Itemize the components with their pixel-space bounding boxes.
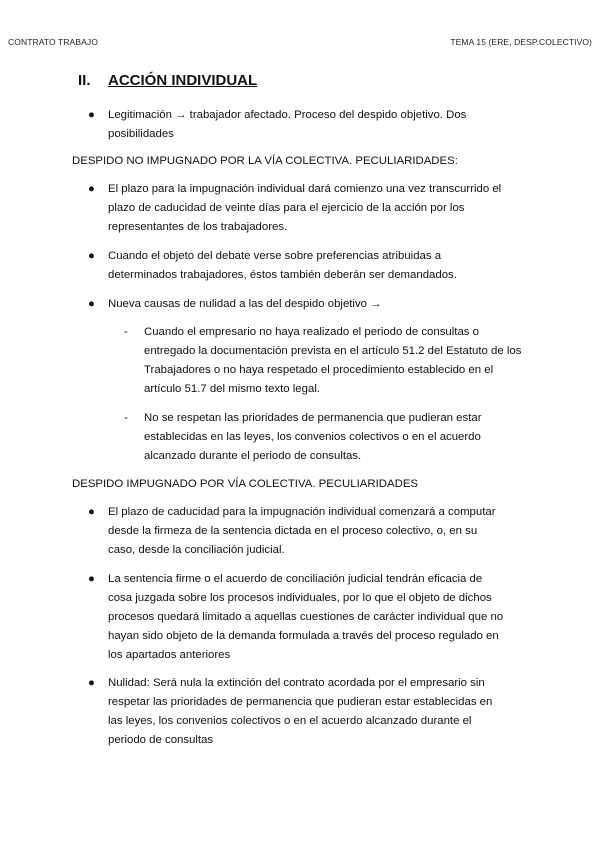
part2-bullet — [88, 570, 504, 665]
subitem-text: Cuando el empresario no haya realizado el periodo de consultas o entregado la documentación prevista en el artículo 51.2 del Estatuto de los Trabajadores o no haya respetado el procedimiento establecido en el artículo 51.7 del mismo texto legal. — [144, 326, 522, 395]
part1-heading: DESPIDO NO IMPUGNADO POR LA VÍA COLECTIVA. PECULIARIDADES: — [72, 155, 458, 167]
bullet-dot-icon: ● — [88, 250, 95, 262]
bullet-text: Cuando el objeto del debate verse sobre preferencias atribuidas a determinados trabajadores, éstos también deberán ser demandados. — [108, 250, 457, 281]
bullet-dot-icon: ● — [88, 506, 95, 518]
header-right: TEMA 15 (ERE, DESP.COLECTIVO) — [450, 37, 592, 47]
dash-marker: - — [124, 326, 128, 338]
part1-bullet — [88, 247, 504, 285]
subitem-text: No se respetan las prioridades de permanencia que pudieran estar establecidas en las leyes, los convenios colectivos o en el acuerdo alcanzado durante el periodo de consultas. — [144, 412, 482, 462]
bullet-dot-icon: ● — [88, 183, 95, 195]
part1-subitem — [124, 409, 524, 466]
bullet-text: El plazo de caducidad para la impugnación individual comenzará a computar desde la firmeza de la sentencia dictada en el proceso colectivo, o, en su caso, desde la conciliación judicial. — [108, 506, 496, 556]
bullet-dot-icon: ● — [88, 298, 95, 310]
dash-marker: - — [124, 412, 128, 424]
bullet-text: Nulidad: Será nula la extinción del contrato acordada por el empresario sin respetar las prioridades de permanencia que pudieran estar establecidas en las leyes, los convenios colectivos o en el acuerdo alcanzado durante el periodo de consultas — [108, 677, 493, 746]
bullet-text: La sentencia firme o el acuerdo de conciliación judicial tendrán eficacia de cosa juzgada sobre los procesos individuales, por lo que el objeto de dichos procesos quedará limitado a aquellas cuestiones de carácter individual que no hayan sido objeto de la demanda formulada a través del proceso regulado en los apartados anteriores — [108, 573, 504, 661]
intro-bullet — [88, 106, 504, 144]
section-number: II. — [78, 72, 91, 89]
bullet-text: Nueva causas de nulidad a las del despido objetivo → — [108, 298, 382, 310]
section-title — [78, 72, 257, 89]
part1-bullet — [88, 180, 504, 237]
part2-bullet — [88, 503, 504, 560]
part2-heading: DESPIDO IMPUGNADO POR VÍA COLECTIVA. PECULIARIDADES — [72, 478, 419, 490]
part1-subitem — [124, 323, 524, 399]
part1-bullet — [88, 295, 504, 314]
bullet-text: El plazo para la impugnación individual dará comienzo una vez transcurrido el plazo de caducidad de veinte días para el ejercicio de la acción por los representantes de los trabajadores. — [108, 183, 502, 233]
part2-bullet — [88, 674, 504, 750]
bullet-dot-icon: ● — [88, 109, 95, 121]
bullet-dot-icon: ● — [88, 677, 95, 689]
bullet-text: Legitimación → trabajador afectado. Proceso del despido objetivo. Dos posibilidades — [108, 109, 467, 140]
section-heading: ACCIÓN INDIVIDUAL — [108, 72, 258, 89]
header-left: CONTRATO TRABAJO — [8, 37, 98, 47]
bullet-dot-icon: ● — [88, 573, 95, 585]
